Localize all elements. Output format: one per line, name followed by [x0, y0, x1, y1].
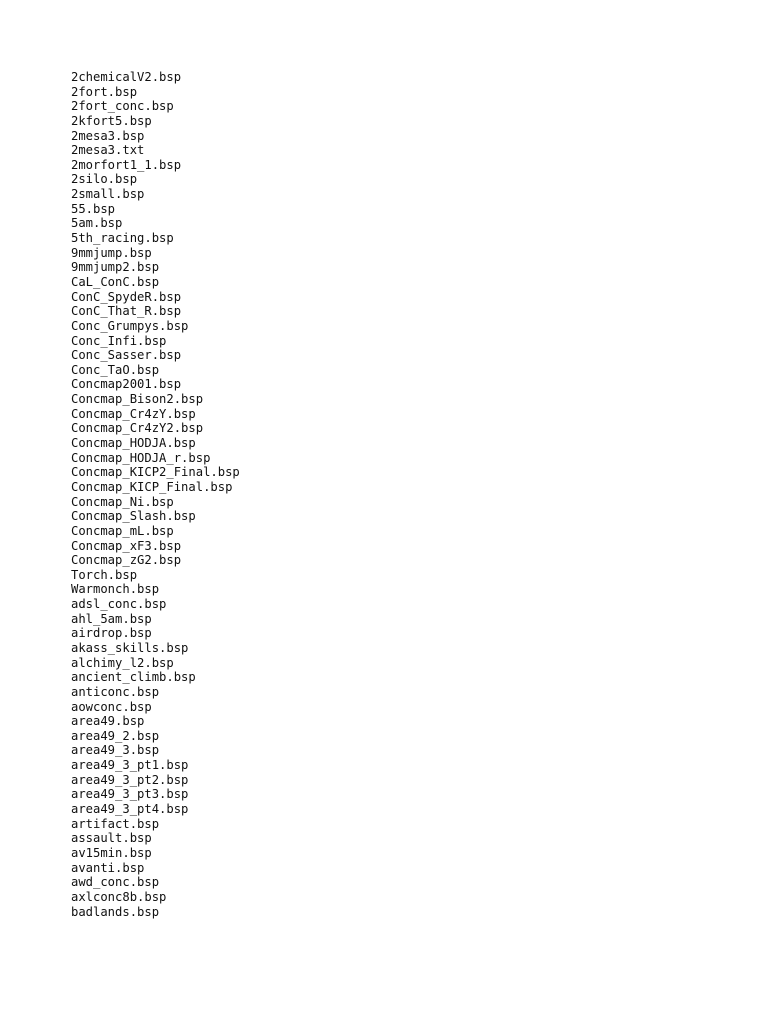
file-list-item: Conc_Infi.bsp — [71, 333, 167, 348]
file-list-item: Concmap2001.bsp — [71, 377, 182, 392]
file-list-item: av15min.bsp — [71, 845, 152, 860]
file-list-item: ConC_That_R.bsp — [71, 304, 182, 319]
file-list-item: Concmap_Ni.bsp — [71, 494, 174, 509]
file-list-item: area49_3_pt1.bsp — [71, 758, 189, 773]
file-list-item: awd_conc.bsp — [71, 875, 160, 890]
file-list-item: 2mesa3.txt — [71, 143, 145, 158]
file-list-item: 2kfort5.bsp — [71, 113, 152, 128]
file-list-item: Torch.bsp — [71, 567, 138, 582]
file-list-item: area49.bsp — [71, 714, 145, 729]
file-list-item: axlconc8b.bsp — [71, 889, 167, 904]
file-list-item: area49_3.bsp — [71, 743, 160, 758]
file-list-item: Concmap_Slash.bsp — [71, 509, 196, 524]
file-list-item: 5th_racing.bsp — [71, 231, 174, 246]
file-list-item: Conc_TaO.bsp — [71, 362, 160, 377]
file-list-item: 2silo.bsp — [71, 172, 138, 187]
file-list-item: 5am.bsp — [71, 216, 123, 231]
file-list-item: Concmap_xF3.bsp — [71, 538, 182, 553]
file-list-item: assault.bsp — [71, 831, 152, 846]
file-list-item: Conc_Grumpys.bsp — [71, 318, 189, 333]
file-list-item: ConC_SpydeR.bsp — [71, 289, 182, 304]
file-list-item: Concmap_zG2.bsp — [71, 553, 182, 568]
file-list-item: Concmap_KICP_Final.bsp — [71, 479, 233, 494]
file-list-item: badlands.bsp — [71, 904, 160, 919]
file-list-item: avanti.bsp — [71, 860, 145, 875]
file-list-item: airdrop.bsp — [71, 626, 152, 641]
file-list-item: aowconc.bsp — [71, 699, 152, 714]
file-list — [71, 70, 240, 919]
file-list-item: Concmap_HODJA.bsp — [71, 436, 196, 451]
file-list-item: Concmap_Cr4zY2.bsp — [71, 421, 204, 436]
file-list-item: area49_3_pt2.bsp — [71, 772, 189, 787]
file-list-item: Warmonch.bsp — [71, 582, 160, 597]
file-list-item: 2fort_conc.bsp — [71, 99, 174, 114]
file-list-item: area49_3_pt4.bsp — [71, 802, 189, 817]
file-list-item: 2small.bsp — [71, 187, 145, 202]
file-list-item: Concmap_mL.bsp — [71, 523, 174, 538]
file-list-item: 9mmjump.bsp — [71, 245, 152, 260]
file-list-item: area49_2.bsp — [71, 728, 160, 743]
file-list-item: Concmap_HODJA_r.bsp — [71, 450, 211, 465]
file-list-item: adsl_conc.bsp — [71, 597, 167, 612]
file-list-item: 55.bsp — [71, 201, 116, 216]
file-list-item: Concmap_Cr4zY.bsp — [71, 406, 196, 421]
file-list-item: artifact.bsp — [71, 816, 160, 831]
file-list-item: CaL_ConC.bsp — [71, 274, 160, 289]
file-list-item: akass_skills.bsp — [71, 640, 189, 655]
file-list-item: area49_3_pt3.bsp — [71, 787, 189, 802]
file-list-item: Concmap_KICP2_Final.bsp — [71, 465, 240, 480]
file-list-item: ahl_5am.bsp — [71, 611, 152, 626]
file-list-item: 2mesa3.bsp — [71, 128, 145, 143]
file-list-item: alchimy_l2.bsp — [71, 655, 174, 670]
file-list-item: 2fort.bsp — [71, 84, 138, 99]
file-list-item: Concmap_Bison2.bsp — [71, 392, 204, 407]
file-list-item: anticonc.bsp — [71, 684, 160, 699]
file-list-item: 9mmjump2.bsp — [71, 260, 160, 275]
file-list-item: ancient_climb.bsp — [71, 670, 196, 685]
file-list-item: Conc_Sasser.bsp — [71, 348, 182, 363]
file-list-item: 2chemicalV2.bsp — [71, 70, 182, 84]
file-list-item: 2morfort1_1.bsp — [71, 157, 182, 172]
